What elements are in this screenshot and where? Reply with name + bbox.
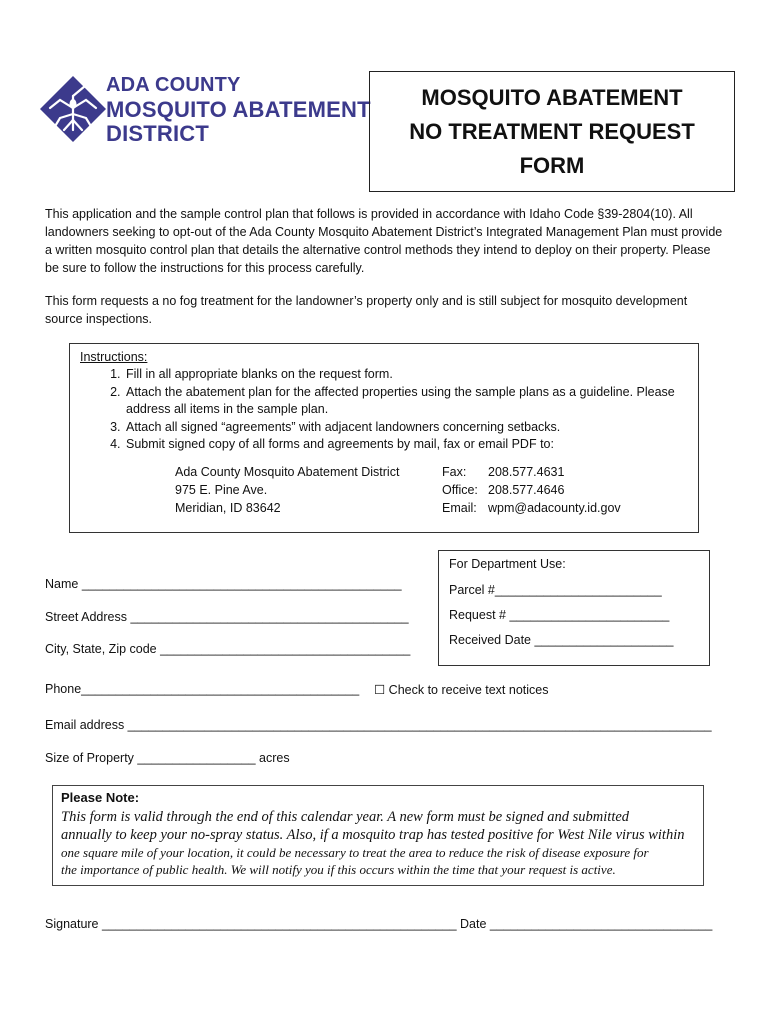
address-line-1: Ada County Mosquito Abatement District [175,465,400,479]
note-line-1: This form is valid through the end of this calendar year. A new form must be signed and submitted [61,809,630,825]
department-use-box [438,550,710,666]
address-line-2: 975 E. Pine Ave. [175,483,268,497]
title-line-2: NO TREATMENT REQUEST [409,118,695,144]
note-line-3: one square mile of your location, it could be necessary to treat the area to reduce the risk of disease exposure for [61,845,649,860]
signature-date-field[interactable]: Signature ___________________________________________________ Date ________________________________ [45,917,713,931]
instruction-item: 4. Submit signed copy of all forms and agreements by mail, fax or email PDF to: [124,436,684,454]
title-box [369,71,735,192]
logo-line-2: MOSQUITO ABATEMENT [106,97,371,122]
contact-labels [442,463,478,517]
intro-paragraph-2: This form requests a no fog treatment for the landowner’s property only and is still subject for mosquito development source inspections. [45,294,688,326]
email-label: Email: [442,501,477,515]
instructions-list [80,366,684,454]
mailing-address [175,463,399,517]
department-heading: For Department Use: [449,557,566,571]
instructions-box [69,343,699,533]
logo-text [106,75,371,145]
fax-label: Fax: [442,465,467,479]
please-note-box [52,785,704,886]
instruction-item: 1. Fill in all appropriate blanks on the request form. [124,366,684,384]
logo-line-1: ADA COUNTY [106,74,241,96]
logo-line-3: DISTRICT [106,121,210,146]
mosquito-icon [38,74,108,144]
instruction-item: 2. Attach the abatement plan for the affected properties using the sample plans as a guideline. Please address all items in the sample plan. [124,384,684,419]
contact-email[interactable]: wpm@adacounty.id.gov [488,501,621,515]
name-field[interactable]: Name ______________________________________________ [45,577,402,591]
note-line-2: annually to keep your no-spray status. Also, if a mosquito trap has tested positive for West Nile virus within [61,827,685,843]
address-line-3: Meridian, ID 83642 [175,501,281,515]
instruction-item: 3. Attach all signed “agreements” with adjacent landowners concerning setbacks. [124,419,684,437]
note-body [61,808,697,878]
title-line-3: FORM [519,152,585,178]
instructions-heading: Instructions: [80,350,148,364]
received-date-field[interactable]: Received Date ____________________ [449,633,674,647]
contact-values [488,463,621,517]
logo [38,74,108,144]
parcel-field[interactable]: Parcel #________________________ [449,583,662,597]
phone-field[interactable]: Phone________________________________________ [45,682,360,696]
request-number-field[interactable]: Request # _______________________ [449,608,670,622]
office-number: 208.577.4646 [488,483,565,497]
fax-number: 208.577.4631 [488,465,565,479]
property-size-field[interactable]: Size of Property _________________ acres [45,751,290,765]
email-address-field[interactable]: Email address ____________________________________________________________________________________ [45,718,712,732]
note-line-4: the importance of public health. We will notify you if this occurs within the time that your request is active. [61,862,616,877]
office-label: Office: [442,483,478,497]
note-heading: Please Note: [61,790,140,805]
city-state-zip-field[interactable]: City, State, Zip code ____________________________________ [45,642,411,656]
intro-paragraph-1: This application and the sample control plan that follows is provided in accordance with Idaho Code §39-2804(10). All landowners seeking to opt-out of the Ada County Mosquito Abatement District’s Integrated Management Plan must provide a written mosquito control plan that details the alternative control methods they intend to deploy on their property. Please be sure to follow the instructions for this process carefully. [45,207,723,275]
text-notice-checkbox[interactable]: ☐ Check to receive text notices [374,683,549,697]
street-address-field[interactable]: Street Address ________________________________________ [45,610,409,624]
title-line-1: MOSQUITO ABATEMENT [421,84,683,110]
